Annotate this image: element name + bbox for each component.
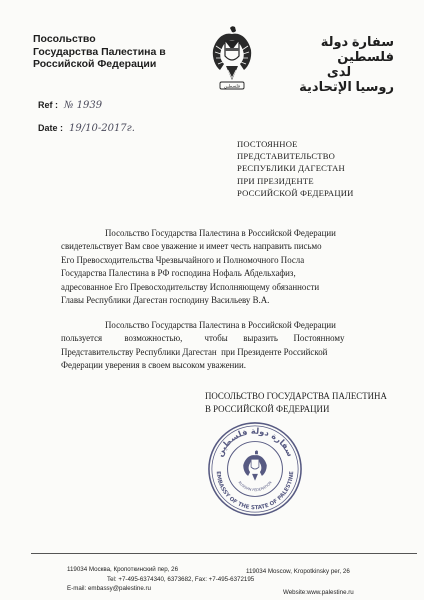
ref-label: Ref :: [38, 100, 58, 110]
paragraph-line: свидетельствует Вам свое уважение и имеет честь направить письмо: [61, 241, 322, 252]
reference-line: [38, 100, 102, 111]
header-ru-line: Государства Палестина в: [33, 45, 166, 58]
header-ar-line: روسيا الإتحادية: [299, 79, 394, 94]
addressee-line: ПРИ ПРЕЗИДЕНТЕ: [237, 175, 314, 186]
stamp-eagle-icon: [243, 450, 267, 480]
paragraph-line: Посольство Государства Палестина в Российской Федерации: [105, 320, 336, 330]
header-ru-line: Посольство: [33, 33, 96, 45]
footer-email: E-mail: embassy@palestine.ru: [67, 585, 151, 592]
signature-line: ПОСОЛЬСТВО ГОСУДАРСТВА ПАЛЕСТИНА: [205, 391, 387, 401]
stamp-inner-text: RUSSIAN FEDERATION: [237, 480, 273, 493]
paragraph-line: Федерации уверения в своем высоком уважении.: [61, 360, 246, 371]
addressee-line: ПРЕДСТАВИТЕЛЬСТВО: [237, 151, 336, 162]
footer-en-address: 119034 Moscow, Kropotkinsky per, 26: [246, 568, 350, 575]
paragraph-line: Представительству Республики Дагестан при Президенте Российской: [61, 346, 328, 357]
footer-divider: [31, 553, 417, 554]
date-line: [38, 123, 135, 134]
stamp-english-text: EMBASSY OF THE STATE OF PALESTINE: [214, 470, 296, 512]
header-ru-line: Российской Федерации: [33, 58, 157, 70]
footer-ru-address: 119034 Москва, Кропоткинский пер, 26: [67, 566, 179, 573]
header-arabic: [284, 34, 394, 94]
addressee-line: РОССИЙСКОЙ ФЕДЕРАЦИИ: [237, 187, 354, 198]
body-paragraph-1: [61, 227, 416, 307]
paragraph-line: Его Превосходительства Чрезвычайного и Полномочного Посла: [61, 254, 305, 265]
header-ar-line: سفارة دولة فلسطين: [320, 34, 394, 64]
emblem-scroll-text: فلسطين: [223, 84, 241, 90]
date-label: Date :: [38, 123, 64, 133]
addressee-line: РЕСПУБЛИКИ ДАГЕСТАН: [237, 163, 345, 174]
paragraph-line: Посольство Государства Палестина в Российской Федерации: [105, 228, 336, 238]
footer-website: Website:www.palestine.ru: [283, 589, 354, 596]
paragraph-line: Государства Палестина в РФ господина Нофаль Абдельхафиз,: [61, 268, 296, 279]
header-ar-line: لدى: [326, 64, 352, 79]
paragraph-line: пользуется возможностью, чтобы выразить Постоянному: [61, 333, 345, 344]
date-value: 19/10-2017г.: [69, 123, 135, 134]
paragraph-line: адресованное Его Превосходительству Исполняющему обязанности: [61, 281, 320, 292]
signature-block: [205, 390, 415, 415]
signature-line: В РОССИЙСКОЙ ФЕДЕРАЦИИ: [205, 403, 330, 414]
header-russian: [33, 33, 183, 71]
stamp-arabic-text: سفارة دولة فلسطين: [214, 425, 296, 459]
body-paragraph-2: [61, 319, 416, 373]
paragraph-line: Главы Республики Дагестан господину Васильеву В.А.: [61, 295, 270, 306]
addressee-line: ПОСТОЯННОЕ: [237, 139, 298, 149]
embassy-stamp-icon: [206, 420, 304, 518]
addressee-block: [237, 138, 407, 199]
svg-text:RUSSIAN FEDERATION: [237, 480, 272, 492]
ref-value: № 1939: [64, 100, 103, 111]
eagle-coat-of-arms-icon: [210, 24, 254, 96]
footer-phone: Tel: +7-495-6374340, 6373682, Fax: +7-495-6372195: [107, 576, 255, 583]
